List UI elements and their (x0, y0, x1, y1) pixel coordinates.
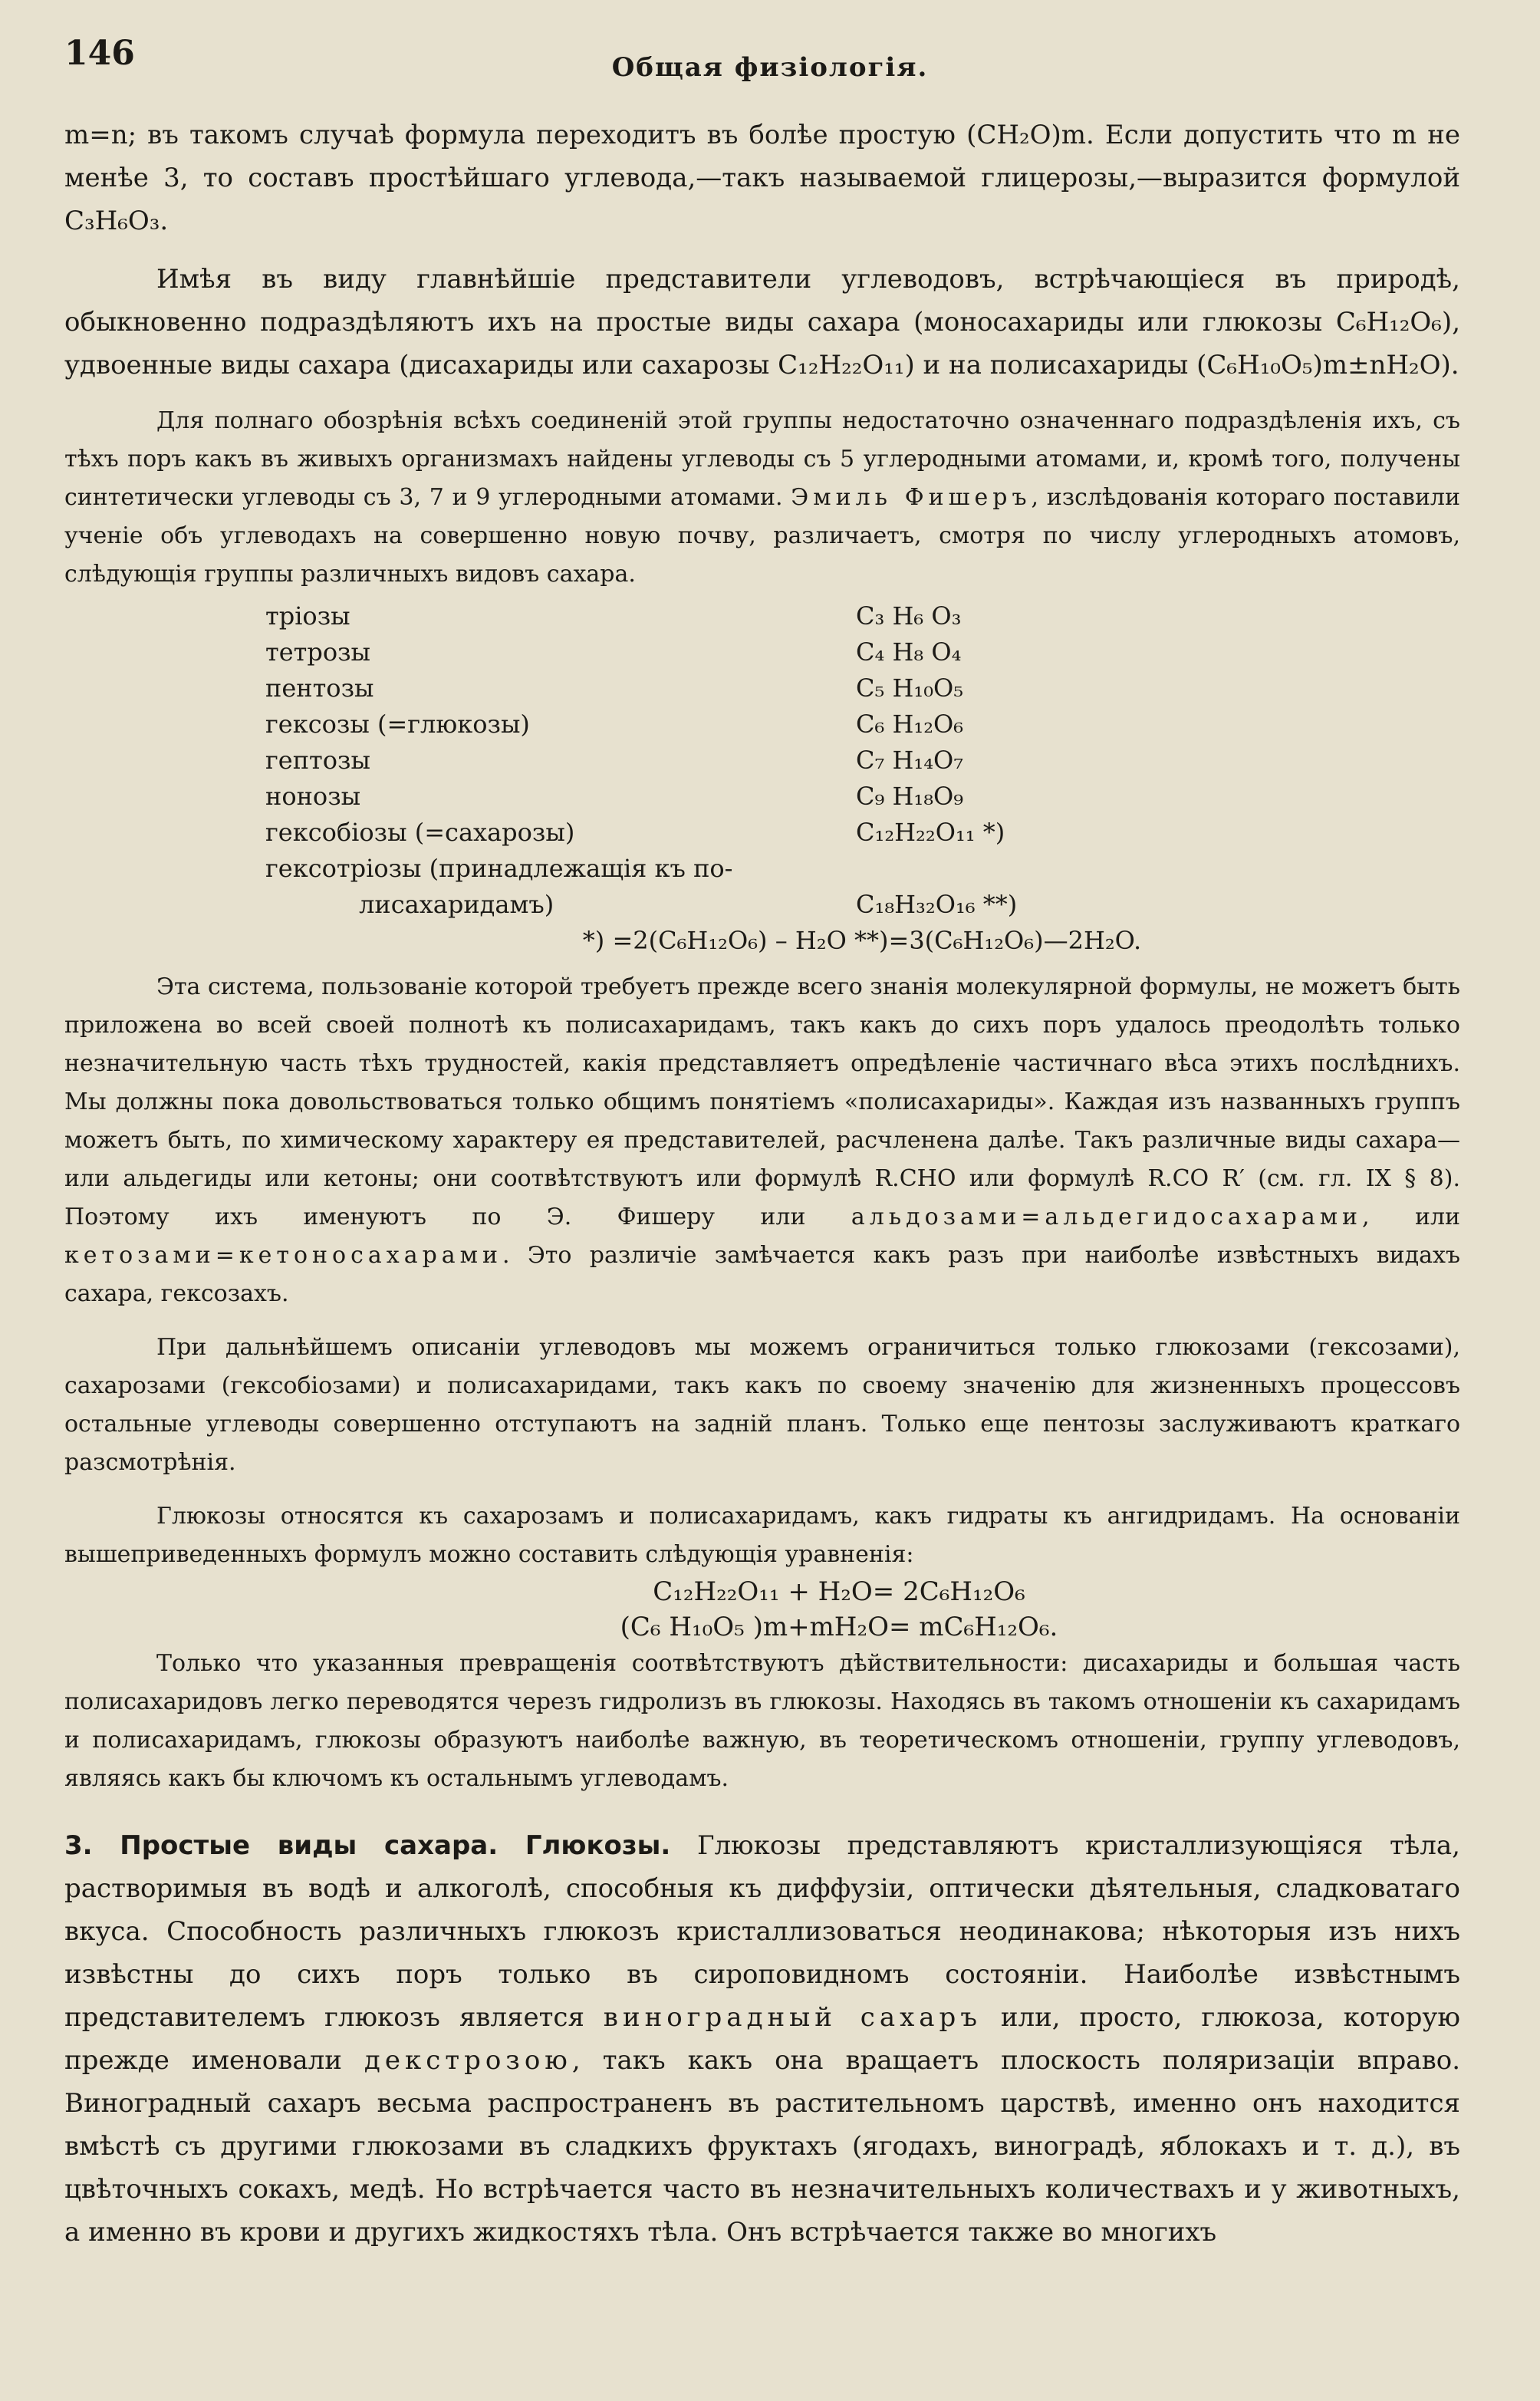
section-3-text-c: , такъ какъ она вращаетъ плоскость поляризаціи вправо. Виноградный сахаръ весьма распространенъ въ растительномъ царствѣ, именно онъ находится вмѣстѣ съ другими глюкозами въ сладкихъ фруктахъ (ягодахъ, виноградѣ, яблокахъ и т. д.), въ цвѣточныхъ сокахъ, медѣ. Но встрѣчается часто въ незначительныхъ количествахъ и у животныхъ, а именно въ крови и другихъ жидкостяхъ тѣла. Онъ встрѣчается также во многихъ (64, 2045, 1460, 2248)
table-row (64, 634, 1460, 670)
table-row (64, 815, 1460, 851)
term-grape-sugar: виноградный сахаръ (603, 2002, 982, 2033)
author-name: Эмиль Фишеръ (791, 484, 1032, 511)
group-name: гексобіозы (=сахарозы) (265, 818, 575, 847)
group-formula: C₅ H₁₀O₅ (856, 674, 964, 703)
page-body (64, 114, 1460, 2254)
table-row (64, 706, 1460, 743)
paragraph-1: m=n; въ такомъ случаѣ формула переходитъ въ болѣе простую (CH₂O)m. Если допустить что m не менѣе 3, то составъ простѣйшаго углевода,—такъ называемой глицерозы,—выразится формулой C₃H₆O₃. (64, 120, 1460, 236)
paragraph-7: Только что указанныя превращенія соотвѣтствуютъ дѣйствительности: дисахариды и большая часть полисахаридовъ легко переводятся черезъ гидролизъ въ глюкозы. Находясь въ такомъ отношеніи къ сахаридамъ и полисахаридамъ, глюкозы образуютъ наиболѣе важную, въ теоретическомъ отношеніи, группу углеводовъ, являясь какъ бы ключомъ къ остальнымъ углеводамъ. (64, 1650, 1460, 1792)
table-row (64, 670, 1460, 706)
page-number: 146 (64, 34, 135, 73)
group-name: тріозы (265, 601, 350, 631)
group-formula: C₉ H₁₈O₉ (856, 782, 964, 811)
table-row (64, 779, 1460, 815)
section-3-text-b: или, просто, глюкоза, которую прежде именовали (64, 2002, 1461, 2076)
section-3-text-a: Глюкозы представляютъ кристаллизующіяся тѣла, растворимыя въ водѣ и алкоголѣ, способныя къ диффузіи, оптически дѣятельныя, сладковатаго вкуса. Способность различныхъ глюкозъ кристаллизоваться неодинакова; нѣкоторыя изъ нихъ извѣстны до сихъ поръ только въ сироповидномъ состояніи. Наиболѣе извѣстнымъ представителемъ глюкозъ является (64, 1830, 1460, 2033)
term-dextrose: декстрозою (364, 2045, 572, 2076)
equation-1: C₁₂H₂₂O₁₁ + H₂O= 2C₆H₁₂O₆ (653, 1576, 1025, 1607)
group-formula: C₄ H₈ O₄ (856, 637, 962, 667)
term-ketoses: кетозами=кетоносахарами (64, 1242, 503, 1269)
group-name: пентозы (265, 674, 374, 703)
group-name: нонозы (265, 782, 361, 811)
paragraph-6: Глюкозы относятся къ сахарозамъ и полисахаридамъ, какъ гидраты къ ангидридамъ. На основаніи вышеприведенныхъ формулъ можно составить слѣдующія уравненія: (64, 1503, 1460, 1568)
paragraph-4 (64, 968, 1460, 1313)
group-name: гептозы (265, 746, 370, 775)
group-formula: C₃ H₆ O₃ (856, 601, 962, 631)
paragraph-5: При дальнѣйшемъ описаніи углеводовъ мы можемъ ограничиться только глюкозами (гексозами), сахарозами (гексобіозами) и полисахаридами, такъ какъ по своему значенію для жизненныхъ процессовъ остальные углеводы совершенно отступаютъ на задній планъ. Только еще пентозы заслуживаютъ краткаго разсмотрѣнія. (64, 1334, 1460, 1476)
equation-2: (C₆ H₁₀O₅ )m+mH₂O= mC₆H₁₂O₆. (620, 1612, 1058, 1642)
group-name: тетрозы (265, 637, 371, 667)
section-3-paragraph (64, 1824, 1460, 2254)
paragraph-3-text-a: Для полнаго обозрѣнія всѣхъ соединеній этой группы недостаточно означеннаго подраздѣленія ихъ, съ тѣхъ поръ какъ въ живыхъ организмахъ найдены углеводы съ 5 углеродными атомами, и, кромѣ того, получены синтетически углеводы съ 3, 7 и 9 углеродными атомами. (64, 407, 1460, 511)
paragraph-3 (64, 402, 1460, 594)
group-formula: C₆ H₁₂O₆ (856, 710, 964, 739)
paragraph-4-text-a: Эта система, пользованіе которой требуетъ прежде всего знанія молекулярной формулы, не можетъ быть приложена во всей своей полнотѣ къ полисахаридамъ, такъ какъ до сихъ поръ удалось преодолѣть только незначительную часть тѣхъ трудностей, какія представляетъ опредѣленіе частичнаго вѣса этихъ послѣднихъ. Мы должны пока довольствоваться только общимъ понятіемъ «полисахариды». Каждая изъ названныхъ группъ можетъ быть, по химическому характеру ея представителей, расчленена далѣе. Такъ различные виды сахара—или альдегиды или кетоны; они соотвѣтствуютъ или формулѣ R.CHO или формулѣ R.CO R′ (см. гл. IX § 8). Поэтому ихъ именуютъ по Э. Фишеру или (64, 973, 1460, 1230)
section-heading: 3. Простые виды сахара. Глюкозы. (64, 1830, 671, 1861)
table-row (64, 851, 1460, 887)
paragraph-3-text-b: , изслѣдованія котораго поставили ученіе объ углеводахъ на совершенно новую почву, различаетъ, смотря по числу углеродныхъ атомовъ, слѣдующія группы различныхъ видовъ сахара. (64, 484, 1460, 588)
group-name: гексозы (=глюкозы) (265, 710, 530, 739)
table-row (64, 598, 1460, 634)
sugar-groups-table (64, 598, 1460, 959)
group-formula: C₁₈H₃₂O₁₆ **) (856, 890, 1018, 919)
paragraph-4-mid: , или (1362, 1204, 1460, 1230)
group-name: лисахаридамъ) (265, 890, 554, 919)
table-row (64, 743, 1460, 779)
term-aldoses: альдозами=альдегидосахарами (851, 1204, 1363, 1230)
paragraph-2: Имѣя въ виду главнѣйшіе представители углеводовъ, встрѣчающіеся въ природѣ, обыкновенно подраздѣляютъ ихъ на простые виды сахара (моносахариды или глюкозы C₆H₁₂O₆), удвоенные виды сахара (дисахариды или сахарозы C₁₂H₂₂O₁₁) и на полисахариды (C₆H₁₀O₅)m±nH₂O). (64, 264, 1460, 380)
group-name: гексотріозы (принадлежащія къ по- (265, 854, 733, 883)
table-row (64, 887, 1460, 923)
group-formula: C₁₂H₂₂O₁₁ *) (856, 818, 1005, 847)
footnote-formulas: *) =2(C₆H₁₂O₆) – H₂O **)=3(C₆H₁₂O₆)—2H₂O. (582, 926, 1142, 955)
group-formula: C₇ H₁₄O₇ (856, 746, 964, 775)
paragraph-4-text-b: . Это различіе замѣчается какъ разъ при наиболѣе извѣстныхъ видахъ сахара, гексозахъ. (64, 1242, 1460, 1307)
running-title: Общая физіологія. (611, 52, 929, 83)
